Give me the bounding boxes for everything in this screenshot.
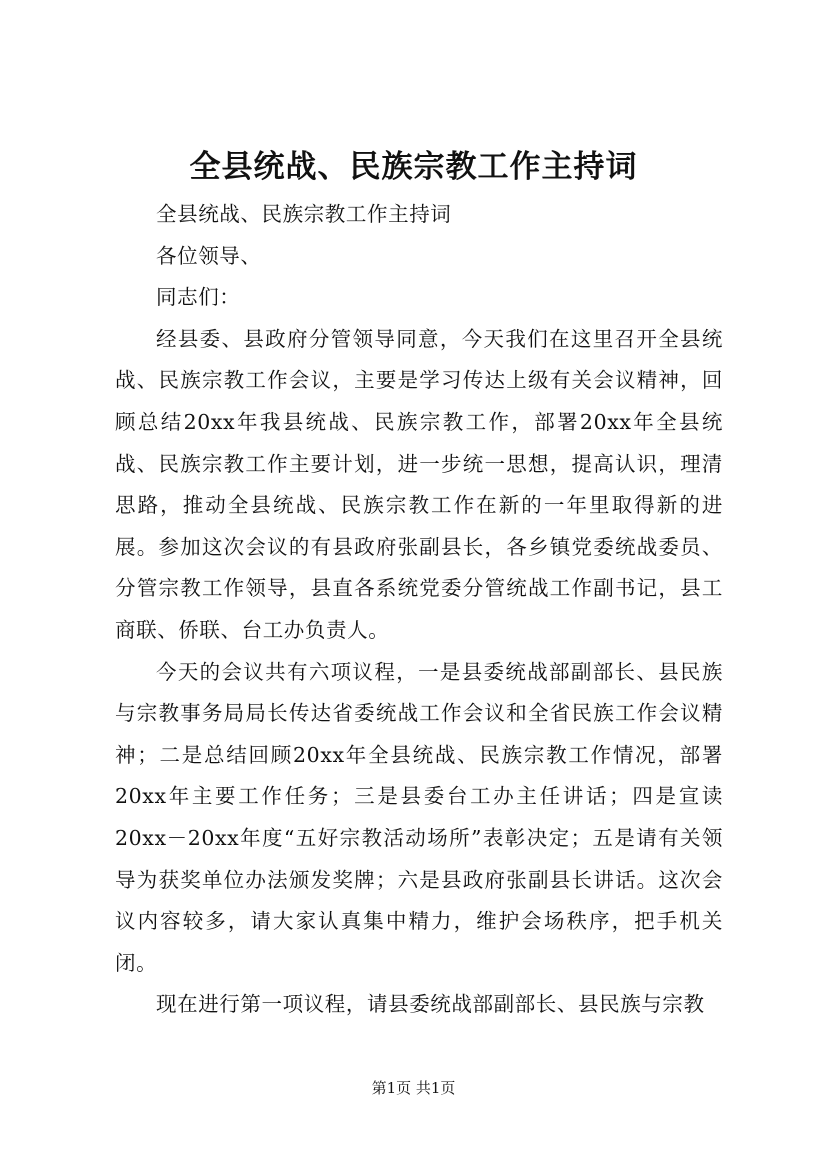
paragraph-agenda: 今天的会议共有六项议程，一是县委统战部副部长、县民族与宗教事务局局长传达省委统战工作会议和全省民族工作会议精神；二是总结回顾20xx年全县统战、民族宗教工作情况，部署20xx年主要工作任务；三是县委台工办主任讲话；四是宣读20xx－20xx年度“五好宗教活动场所”表彰决定；五是请有关领导为获奖单位办法颁发奖牌；六是县政府张副县长讲话。这次会议内容较多，请大家认真集中精力，维护会场秩序，把手机关闭。: [115, 659, 723, 975]
paragraph-salutation-comrades: 同志们：: [156, 285, 241, 310]
paragraph-intro: 经县委、县政府分管领导同意，今天我们在这里召开全县统战、民族宗教工作会议，主要是学习传达上级有关会议精神，回顾总结20xx年我县统战、民族宗教工作，部署20xx年全县统战、民族宗教工作主要计划，进一步统一思想，提高认识，理清思路，推动全县统战、民族宗教工作在新的一年里取得新的进展。参加这次会议的有县政府张副县长，各乡镇党委统战委员、分管宗教工作领导，县直各系统党委分管统战工作副书记，县工商联、侨联、台工办负责人。: [115, 326, 723, 642]
paragraph-salutation-leaders: 各位领导、: [156, 243, 262, 268]
paragraph-subtitle: 全县统战、民族宗教工作主持词: [156, 202, 452, 226]
document-title: 全县统战、民族宗教工作主持词: [189, 149, 638, 185]
document-body: [115, 194, 723, 1026]
paragraph-first-item: 现在进行第一项议程，请县委统战部副部长、县民族与宗教: [156, 992, 705, 1017]
page-footer: 第1页 共1页: [371, 1079, 456, 1097]
